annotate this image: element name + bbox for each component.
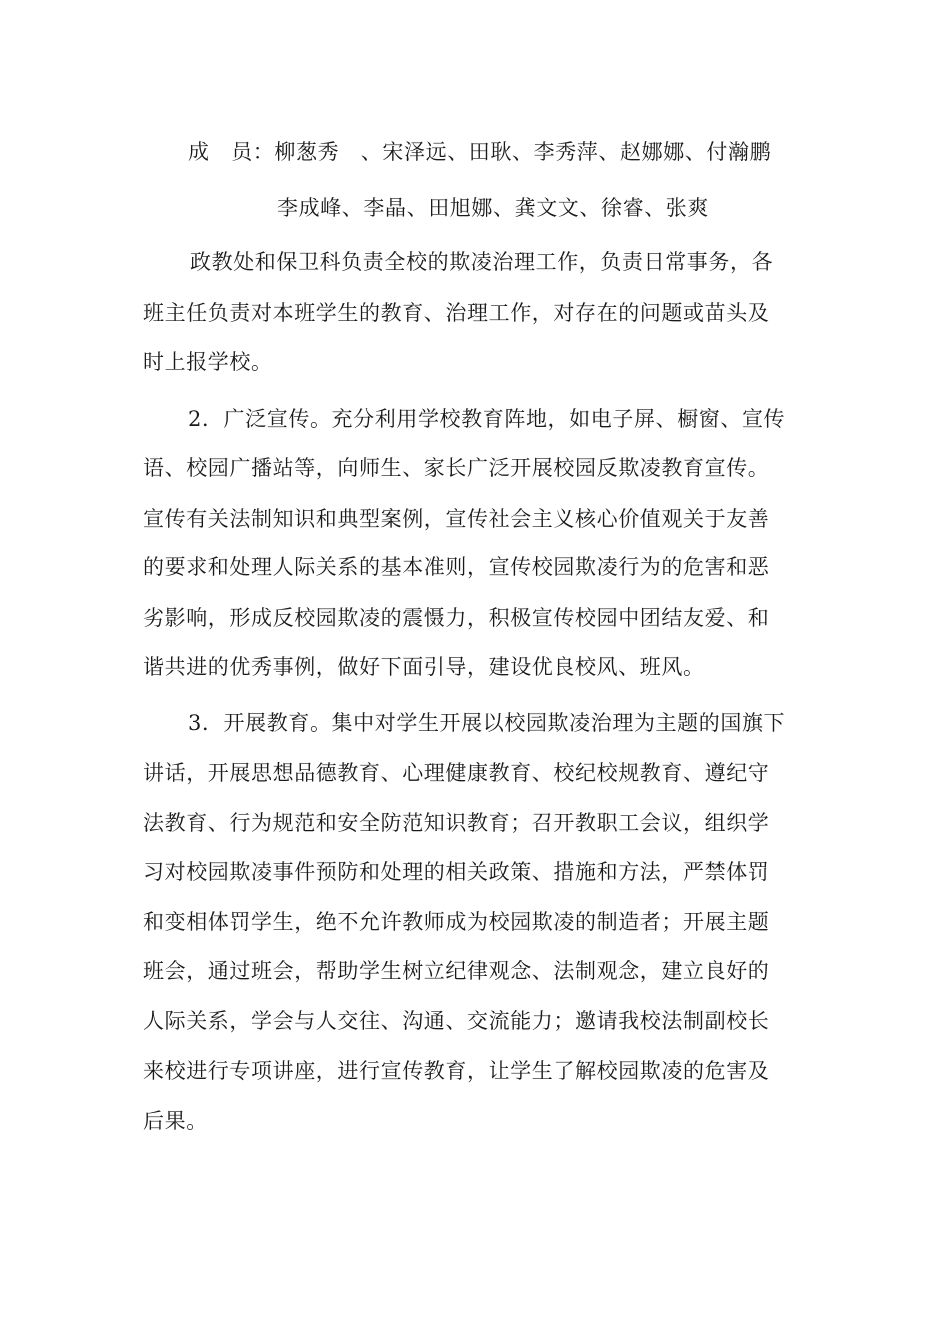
paragraph-line: 习对校园欺凌事件预防和处理的相关政策、措施和方法，严禁体罚	[143, 860, 770, 884]
paragraph-line: 谐共进的优秀事例，做好下面引导，建设优良校风、班风。	[143, 655, 705, 679]
paragraph-line: 班会，通过班会，帮助学生树立纪律观念、法制观念，建立良好的	[143, 959, 770, 983]
members-line-2: 李成峰、李晶、田旭娜、龚文文、徐睿、张爽	[277, 196, 709, 220]
paragraph-line: 班主任负责对本班学生的教育、治理工作，对存在的问题或苗头及	[143, 301, 770, 325]
paragraph-line: 劣影响，形成反校园欺凌的震慑力，积极宣传校园中团结友爱、和	[143, 606, 770, 630]
paragraph-line: 来校进行专项讲座，进行宣传教育，让学生了解校园欺凌的危害及	[143, 1059, 770, 1083]
paragraph-line: 和变相体罚学生，绝不允许教师成为校园欺凌的制造者；开展主题	[143, 910, 770, 934]
members-line-1: 成 员：柳葱秀 、宋泽远、田耿、李秀萍、赵娜娜、付瀚鹏	[188, 140, 772, 164]
paragraph-line: 宣传有关法制知识和典型案例，宣传社会主义核心价值观关于友善	[143, 507, 770, 531]
paragraph-line: 语、校园广播站等，向师生、家长广泛开展校园反欺凌教育宣传。	[143, 456, 770, 480]
paragraph-line: 讲话，开展思想品德教育、心理健康教育、校纪校规教育、遵纪守	[143, 761, 770, 785]
paragraph-line: 3．开展教育。集中对学生开展以校园欺凌治理为主题的国旗下	[188, 711, 786, 735]
paragraph-line: 人际关系，学会与人交往、沟通、交流能力；邀请我校法制副校长	[143, 1009, 770, 1033]
paragraph-line: 法教育、行为规范和安全防范知识教育；召开教职工会议，组织学	[143, 811, 770, 835]
paragraph-line: 的要求和处理人际关系的基本准则，宣传校园欺凌行为的危害和恶	[143, 555, 770, 579]
paragraph-line: 2．广泛宣传。充分利用学校教育阵地，如电子屏、橱窗、宣传	[188, 407, 786, 431]
paragraph-line: 后果。	[143, 1109, 208, 1133]
paragraph-line: 时上报学校。	[143, 350, 273, 374]
paragraph-line: 政教处和保卫科负责全校的欺凌治理工作，负责日常事务，各	[190, 250, 774, 274]
